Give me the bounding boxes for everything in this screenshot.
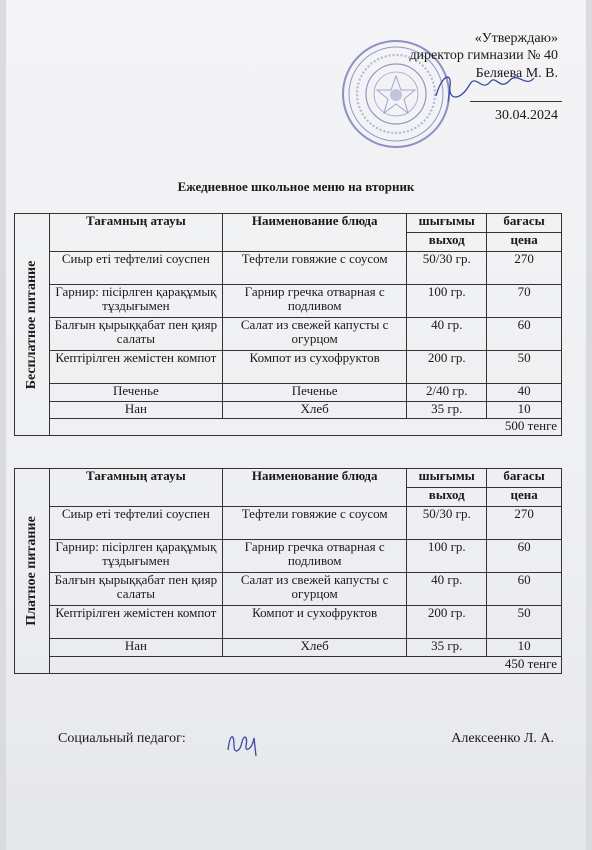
social-pedagogue-signature xyxy=(222,724,262,760)
paid-meals-side-label: Платное питание xyxy=(15,469,50,674)
table-row: Гарнир: пісірлген қарақұмық тұздығымен Гарнир гречка отварная с подливом 100 гр. 60 xyxy=(15,540,562,573)
free-meals-total: 500 тенге xyxy=(49,419,561,436)
approval-line-3: Беляева М. В. xyxy=(475,66,558,81)
col-header-yield-ru: выход xyxy=(407,488,487,507)
col-header-yield-ru: выход xyxy=(407,233,487,252)
footer-name: Алексеенко Л. А. xyxy=(451,731,554,746)
table-row: Кептірілген жемістен компот Компот из сухофруктов 200 гр. 50 xyxy=(15,351,562,384)
table-row: Кептірілген жемістен компот Компот и сухофруктов 200 гр. 50 xyxy=(15,606,562,639)
table-row: Сиыр еті тефтелиі соуспен Тефтели говяжие с соусом 50/30 гр. 270 xyxy=(15,507,562,540)
table-row: Нан Хлеб 35 гр. 10 xyxy=(15,402,562,419)
col-header-name-ru: Наименование блюда xyxy=(223,469,407,507)
approval-line-1: «Утверждаю» xyxy=(474,31,558,46)
col-header-price-ru: цена xyxy=(487,488,562,507)
table-row: Балғын қырыққабат пен қияр салаты Салат из свежей капусты с огурцом 40 гр. 60 xyxy=(15,573,562,606)
footer-role: Социальный педагог: xyxy=(58,731,186,746)
col-header-yield-kz: шығымы xyxy=(407,214,487,233)
paid-meals-table xyxy=(14,468,562,674)
table-row: Печенье Печенье 2/40 гр. 40 xyxy=(15,384,562,402)
col-header-price-kz: бағасы xyxy=(487,214,562,233)
date-underline xyxy=(470,101,562,102)
table-row: Сиыр еті тефтелиі соуспен Тефтели говяжие с соусом 50/30 гр. 270 xyxy=(15,252,562,285)
approval-line-2: директор гимназии № 40 xyxy=(409,48,558,63)
col-header-name-kz: Тағамның атауы xyxy=(49,469,222,507)
col-header-yield-kz: шығымы xyxy=(407,469,487,488)
table-row: Балғын қырыққабат пен қияр салаты Салат из свежей капусты с огурцом 40 гр. 60 xyxy=(15,318,562,351)
col-header-name-ru: Наименование блюда xyxy=(223,214,407,252)
director-signature xyxy=(430,66,540,106)
free-meals-table xyxy=(14,213,562,436)
page-title: Ежедневное школьное меню на вторник xyxy=(177,179,415,194)
free-meals-side-label: Бесплатное питание xyxy=(15,214,50,436)
col-header-price-kz: бағасы xyxy=(487,469,562,488)
table-row: Нан Хлеб 35 гр. 10 xyxy=(15,639,562,657)
approval-date: 30.04.2024 xyxy=(495,108,558,123)
col-header-price-ru: цена xyxy=(487,233,562,252)
col-header-name-kz: Тағамның атауы xyxy=(49,214,222,252)
paid-meals-total: 450 тенге xyxy=(49,657,561,674)
table-row: Гарнир: пісірлген қарақұмық тұздығымен Гарнир гречка отварная с подливом 100 гр. 70 xyxy=(15,285,562,318)
